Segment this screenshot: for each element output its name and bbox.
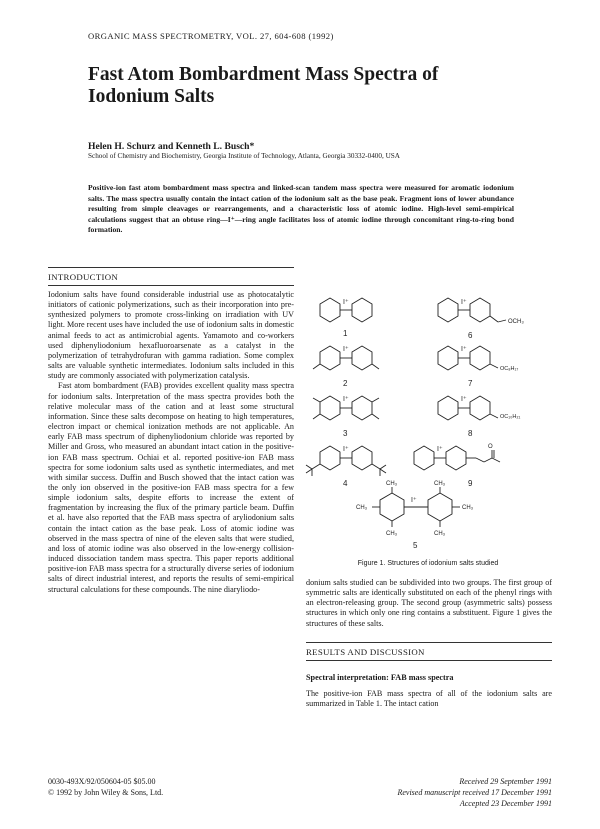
structure-label: 3: [343, 429, 348, 438]
accepted-date: Accepted 23 December 1991: [459, 799, 552, 808]
results-rule-bottom: [306, 660, 552, 661]
iplus-label: I⁺: [343, 396, 349, 403]
footer-codes: [48, 776, 163, 798]
introduction-paragraph-2: Fast atom bombardment (FAB) provides excellent quality mass spectra for iodonium salts. Interpretation of the mass spectra provides both the relative molecular mass of the cation and at least some structural information. Since these salts decompose on heating to high temperatures, electron impact or chemical ionization methods are not applicable. An early FAB mass spectrum of diphenyliodonium chloride was reported by Miller and Gross, who measured an abundant intact cation in the positive-ion FAB mass spectrum. Ochiai et al. reported positive-ion FAB mass spectra for some iodonium salts used as synthetic intermediates, and met with similar success. Duffin and Busch showed that the intact cation was the only ion observed in the positive-ion FAB mass spectra for a few simple iodonium salts, despite efforts to increase the extent of fragmentation by increasing the flux of the primary particle beam. Duffin et al. have also reported that the FAB mass spectra of aryliodonium salts contain the intact cation as the base peak. Loss of atomic iodine was observed in the mass spectra of nine of the eleven salts that were studied, and loss of atomic iodine was also observed in the low-energy collision-induced dissociation tandem mass spectra. This paper reports additional positive-ion FAB mass spectra for a structurally diverse series of iodonium salts of direct industrial interest, and reports the results of semi-empirical structural calculations for these compounds. The nine diaryliodo-: [48, 381, 294, 594]
received-date: Received 29 September 1991: [459, 777, 552, 786]
structure-label: 6: [468, 331, 473, 340]
results-heading: RESULTS AND DISCUSSION: [306, 647, 425, 657]
structure-label: 1: [343, 329, 348, 338]
received-dates: [306, 776, 552, 809]
structure-label: 4: [343, 479, 348, 488]
intro-rule-bottom: [48, 285, 294, 286]
ch3-label: CH₃: [462, 505, 474, 511]
issn-code: 0030-493X/92/050604-05 $05.00: [48, 777, 156, 786]
results-text: The positive-ion FAB mass spectra of all of the iodonium salts are summarized in Table 1. The intact cation: [306, 689, 552, 709]
c10h21-label: OC₁₀H₂₁: [500, 414, 521, 420]
structure-9: [414, 444, 500, 488]
right-column-paragraph: donium salts studied can be subdivided into two groups. The first group of symmetric salts are identically substituted on each of the phenyl rings with an electron-releasing group. The second group (asymmetric salts) possess structures in which only one ring contains a substituent. Figure 1 gives the structures of these salts.: [306, 578, 552, 628]
structure-label: 8: [468, 429, 473, 438]
results-rule-top: [306, 642, 552, 643]
structure-label: 7: [468, 379, 473, 388]
iplus-label: I⁺: [343, 446, 349, 453]
introduction-heading: INTRODUCTION: [48, 272, 119, 282]
structure-3: [313, 396, 379, 438]
carbonyl-o-label: O: [488, 444, 493, 450]
structure-7: [438, 346, 518, 388]
introduction-text: [48, 290, 294, 595]
structure-2: [313, 346, 379, 388]
ch3-label: CH₃: [356, 505, 368, 511]
structure-label: 2: [343, 379, 348, 388]
revised-date: Revised manuscript received 17 December 1991: [397, 788, 552, 797]
ch3-label: CH₃: [434, 531, 446, 537]
introduction-paragraph-1: Iodonium salts have found considerable industrial use as photocatalytic initiators of cationic polymerizations, such as their incorporation into pre-synthesized polymers to promote cross-linking on irradiation with UV light. More recent uses have included the use of iodonium salts in domestic animal feeds to act as antimicrobial agents. Yamamoto and co-workers used diphenyliodonium hexafluoroarsenate as a catalyst in the polymerization of tetrahydrofuran with gamma radiation. Some complex salts are valuable synthetic intermediates. Iodonium salts included in this study are commonly associated with polymerization catalysis.: [48, 290, 294, 381]
iplus-label: I⁺: [461, 346, 467, 353]
affiliation: School of Chemistry and Biochemistry, Georgia Institute of Technology, Atlanta, Georgia 30332-0400, USA: [88, 152, 400, 160]
ch3-label: CH₃: [386, 481, 398, 487]
running-head: ORGANIC MASS SPECTROMETRY, VOL. 27, 604-608 (1992): [88, 31, 334, 41]
structure-label: 5: [413, 541, 418, 550]
authors: Helen H. Schurz and Kenneth L. Busch*: [88, 141, 255, 152]
structure-6: [438, 298, 524, 340]
structure-5: [356, 481, 474, 550]
structure-8: [438, 396, 520, 438]
iplus-label: I⁺: [343, 346, 349, 353]
och3-label: OCH₃: [508, 319, 524, 325]
ch3-label: CH₃: [386, 531, 398, 537]
intro-rule-top: [48, 267, 294, 268]
ch3-label: CH₃: [434, 481, 446, 487]
iplus-label: I⁺: [461, 299, 467, 306]
figure-structures: [302, 290, 554, 558]
copyright: © 1992 by John Wiley & Sons, Ltd.: [48, 788, 164, 797]
iplus-label: I⁺: [411, 497, 417, 504]
structure-label: 9: [468, 479, 473, 488]
structure-4: [306, 446, 386, 488]
figure-caption: Figure 1. Structures of iodonium salts studied: [357, 560, 499, 567]
iplus-label: I⁺: [437, 446, 443, 453]
iplus-label: I⁺: [461, 396, 467, 403]
structure-1: [320, 298, 372, 338]
c8h17-label: OC₈H₁₇: [500, 366, 519, 372]
iplus-label: I⁺: [343, 299, 349, 306]
results-subheading: Spectral interpretation: FAB mass spectra: [306, 673, 454, 682]
paper-title: Fast Atom Bombardment Mass Spectra of Iodonium Salts: [88, 64, 439, 107]
abstract: Positive-ion fast atom bombardment mass spectra and linked-scan tandem mass spectra were measured for aromatic iodonium salts. The mass spectra usually contain the intact cation of the iodonium salt as the base peak. Fragment ions of lower abundance resulting from simple cleavages or rearrangements, and a characteristic loss of atomic iodine. High-level semi-empirical calculations suggest that an obtuse ring—I⁺—ring angle facilitates loss of atomic iodine through concomitant ring-to-ring bond formation.: [88, 183, 514, 235]
